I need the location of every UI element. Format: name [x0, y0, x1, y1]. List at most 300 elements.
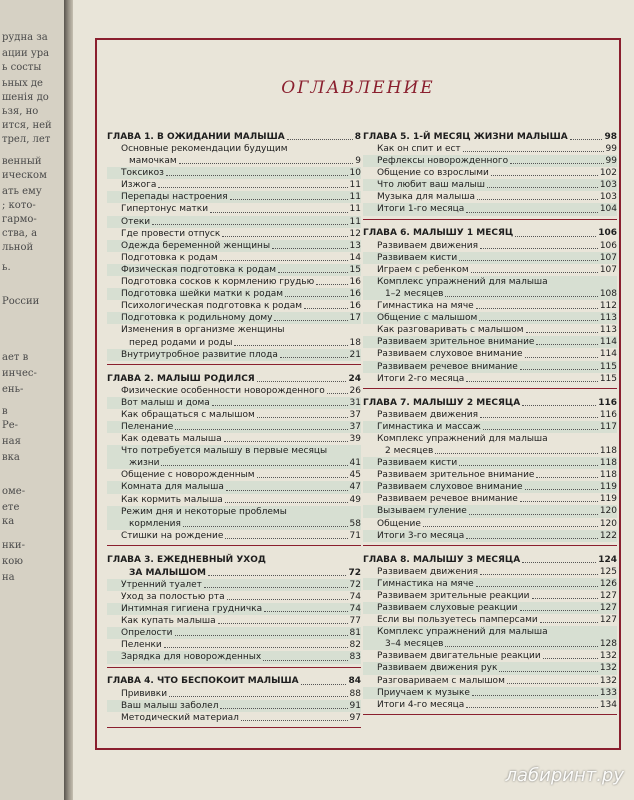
- page-number: 116: [599, 409, 617, 420]
- dot-leader: [476, 586, 598, 587]
- toc-entry: [363, 590, 617, 602]
- entry-title: ГЛАВА 7. МАЛЫШУ 2 МЕСЯЦА: [363, 397, 521, 408]
- page-number: 124: [598, 554, 617, 565]
- toc-entry: [107, 240, 361, 252]
- entry-title: Как одевать малыша: [121, 434, 222, 445]
- entry-title: Развиваем движения: [377, 240, 479, 251]
- entry-title: Вызываем гуление: [377, 506, 467, 517]
- left-page-text-fragment: рудна за: [2, 32, 48, 43]
- dot-leader: [285, 296, 347, 297]
- left-page-text-fragment: ическом: [2, 170, 47, 181]
- page-number: 71: [349, 530, 361, 541]
- toc-entry: [363, 276, 617, 288]
- chapter-block: [107, 130, 361, 365]
- dot-leader: [520, 610, 598, 611]
- entry-title: Развиваем кисти: [377, 252, 458, 263]
- page-number: 120: [599, 518, 617, 529]
- page-number: 45: [349, 470, 361, 481]
- toc-entry: [107, 228, 361, 240]
- left-page-text-fragment: ьных де: [2, 78, 43, 89]
- chapter-heading: [107, 130, 361, 143]
- dot-leader: [472, 695, 598, 696]
- toc-entry: [363, 675, 617, 687]
- page-number: 115: [599, 373, 617, 384]
- entry-title: ГЛАВА 5. 1-Й МЕСЯЦ ЖИЗНИ МАЛЫША: [363, 131, 568, 142]
- entry-title: Комплекс упражнений для малыша: [377, 433, 548, 444]
- page-number: 9: [355, 156, 361, 167]
- entry-title: ГЛАВА 3. ЕЖЕДНЕВНЫЙ УХОД: [107, 554, 266, 565]
- dot-leader: [445, 296, 597, 297]
- entry-title: Развиваем движения: [377, 409, 479, 420]
- page-number: 108: [599, 288, 617, 299]
- left-page-text-fragment: ь.: [2, 262, 11, 273]
- entry-title: 1–2 месяцев: [385, 288, 444, 299]
- entry-title: Изжога: [121, 180, 157, 191]
- dot-leader: [510, 163, 603, 164]
- entry-title: Развиваем двигательные реакции: [377, 651, 541, 662]
- left-page-text-fragment: ; кото-: [2, 200, 36, 211]
- page-number: 127: [599, 590, 617, 601]
- entry-title: ГЛАВА 6. МАЛЫШУ 1 МЕСЯЦ: [363, 228, 514, 239]
- toc-entry: [107, 615, 361, 627]
- page-number: 107: [599, 252, 617, 263]
- page-number: 21: [349, 349, 361, 360]
- page-number: 117: [599, 421, 617, 432]
- entry-title: Стишки на рождение: [121, 530, 224, 541]
- toc-entry: [363, 179, 617, 191]
- dot-leader: [264, 611, 347, 612]
- entry-title: ГЛАВА 8. МАЛЫШУ 3 МЕСЯЦА: [363, 554, 521, 565]
- page-number: 10: [349, 168, 361, 179]
- left-page-text-fragment: ает в: [2, 352, 29, 363]
- dot-leader: [469, 514, 598, 515]
- page-number: 127: [599, 603, 617, 613]
- toc-column-left: [107, 130, 361, 732]
- entry-title: Изменения в организме женщины: [121, 325, 285, 336]
- toc-entry: [363, 614, 617, 626]
- dot-leader: [480, 574, 598, 575]
- page-number: 133: [599, 687, 617, 698]
- page-number: 116: [598, 397, 617, 408]
- toc-entry: [107, 385, 361, 397]
- dot-leader: [208, 575, 347, 576]
- chapter-heading: [107, 566, 361, 579]
- left-page-text-fragment: на: [2, 572, 15, 583]
- chapter-block: [107, 369, 361, 546]
- dot-leader: [471, 272, 598, 273]
- dot-leader: [536, 477, 597, 478]
- left-page-text-fragment: венный: [2, 156, 42, 167]
- left-page-text-fragment: в: [2, 406, 8, 417]
- dot-leader: [222, 236, 347, 237]
- page-number: 13: [349, 240, 361, 251]
- dot-leader: [183, 526, 348, 527]
- toc-column-right: [363, 130, 617, 719]
- dot-leader: [327, 393, 348, 394]
- chapter-block: [363, 393, 617, 546]
- entry-title: Пеленание: [121, 421, 174, 432]
- toc-entry: [107, 397, 361, 409]
- entry-title: Музыка для малыша: [377, 192, 475, 203]
- toc-entry: [363, 602, 617, 614]
- entry-title: Подготовка шейки матки к родам: [121, 289, 284, 300]
- toc-entry: [107, 688, 361, 700]
- toc-entry: [107, 469, 361, 481]
- entry-title: Опрелости: [121, 628, 173, 639]
- left-page-text-fragment: ства, а: [2, 228, 38, 239]
- dot-leader: [230, 199, 348, 200]
- left-page-text-fragment: ень-: [2, 384, 24, 395]
- toc-entry: [107, 481, 361, 493]
- toc-entry: [363, 433, 617, 445]
- toc-entry: [363, 312, 617, 324]
- entry-title: 2 месяцев: [385, 445, 434, 456]
- page-number: 119: [599, 482, 617, 493]
- entry-title: Что любит ваш малыш: [377, 180, 485, 191]
- entry-title: Развиваем речевое внимание: [377, 361, 518, 372]
- dot-leader: [234, 345, 347, 346]
- dot-leader: [220, 260, 348, 261]
- toc-entry: [363, 191, 617, 203]
- dot-leader: [304, 308, 348, 309]
- dot-leader: [212, 405, 348, 406]
- dot-leader: [272, 248, 348, 249]
- page-number: 88: [349, 688, 361, 699]
- dot-leader: [241, 720, 348, 721]
- toc-entry: [107, 300, 361, 312]
- page-number: 11: [349, 204, 361, 215]
- dot-leader: [274, 320, 347, 321]
- dot-leader: [466, 538, 597, 539]
- toc-entry: [363, 566, 617, 578]
- page-number: 47: [349, 482, 361, 493]
- dot-leader: [152, 224, 347, 225]
- toc-entry: [107, 591, 361, 603]
- chapter-block: [107, 672, 361, 728]
- dot-leader: [225, 502, 348, 503]
- toc-entry: [363, 409, 617, 421]
- dot-leader: [257, 417, 348, 418]
- entry-title: Отеки: [121, 216, 151, 227]
- page-number: 11: [349, 180, 361, 191]
- left-page-text-fragment: России: [2, 296, 40, 307]
- page-number: 72: [349, 579, 361, 590]
- page-number: 41: [349, 458, 361, 469]
- left-page-text-fragment: оме-: [2, 486, 26, 497]
- toc-entry: [107, 627, 361, 639]
- toc-entry: [107, 421, 361, 433]
- dot-leader: [220, 708, 347, 709]
- toc-entry: [363, 143, 617, 155]
- entry-title: Итоги 2-го месяца: [377, 373, 465, 384]
- left-page-text-fragment: льной: [2, 242, 34, 253]
- page-number: 72: [348, 567, 361, 578]
- page-number: 114: [599, 337, 617, 348]
- toc-entry: [107, 312, 361, 324]
- toc-entry: [107, 167, 361, 179]
- page-number: 104: [599, 204, 617, 215]
- toc-entry: [107, 288, 361, 300]
- toc-entry: [107, 179, 361, 191]
- chapter-block: [363, 550, 617, 715]
- page-number: 16: [349, 289, 361, 300]
- dot-leader: [466, 707, 597, 708]
- page-number: 37: [349, 409, 361, 420]
- entry-title: Разговариваем с малышом: [377, 675, 505, 686]
- page-number: 16: [349, 301, 361, 312]
- toc-entry: [363, 457, 617, 469]
- dot-leader: [158, 187, 347, 188]
- dot-leader: [226, 490, 348, 491]
- toc-entry: [363, 578, 617, 590]
- page-number: 112: [599, 301, 617, 312]
- page-number: 134: [599, 699, 617, 710]
- dot-leader: [477, 199, 598, 200]
- dot-leader: [175, 429, 347, 430]
- entry-title: Гимнастика и массаж: [377, 421, 481, 432]
- page-number: 91: [349, 700, 361, 711]
- dot-leader: [263, 660, 347, 661]
- entry-title: Как он спит и ест: [377, 144, 461, 154]
- left-page-text-fragment: ьзя, но: [2, 106, 39, 117]
- page-number: 103: [599, 192, 617, 203]
- left-page-text-fragment: Ре-: [2, 420, 19, 431]
- page-number: 115: [599, 361, 617, 372]
- page-number: 106: [598, 228, 617, 239]
- dot-leader: [224, 441, 348, 442]
- entry-title: Итоги 3-го месяца: [377, 530, 465, 541]
- page-number: 83: [349, 652, 361, 663]
- entry-title: Внутриутробное развитие плода: [121, 349, 278, 360]
- entry-title: Прививки: [121, 688, 168, 699]
- entry-title: Играем с ребенком: [377, 264, 469, 275]
- chapter-heading: [107, 675, 361, 688]
- page-number: 102: [599, 168, 617, 179]
- dot-leader: [459, 260, 598, 261]
- toc-entry: [363, 361, 617, 373]
- toc-entry: [107, 433, 361, 445]
- page-number: 98: [604, 131, 617, 142]
- toc-entry: [107, 506, 361, 518]
- dot-leader: [179, 163, 354, 164]
- toc-entry: [363, 481, 617, 493]
- chapter-heading: [363, 396, 617, 409]
- dot-leader: [204, 587, 348, 588]
- page-number: 74: [349, 604, 361, 615]
- toc-entry: [107, 579, 361, 591]
- dot-leader: [316, 284, 347, 285]
- entry-title: Развиваем зрительное внимание: [377, 470, 535, 481]
- entry-title: перед родами и роды: [129, 337, 233, 348]
- toc-entry: [363, 373, 617, 385]
- entry-title: Рефлексы новорожденного: [377, 156, 509, 167]
- entry-title: Как купать малыша: [121, 616, 216, 627]
- toc-entry: [107, 712, 361, 724]
- page-number: 74: [349, 592, 361, 602]
- left-page-text-fragment: ете: [2, 502, 20, 513]
- page-number: 128: [599, 639, 617, 650]
- left-page-text-fragment: гармо-: [2, 214, 37, 225]
- dot-leader: [161, 465, 347, 466]
- page-number: 113: [599, 313, 617, 324]
- entry-title: Методический материал: [121, 712, 239, 723]
- page-number: 58: [349, 518, 361, 529]
- page-number: 15: [349, 264, 361, 275]
- toc-entry: [363, 421, 617, 433]
- entry-title: 3–4 месяцев: [385, 639, 444, 650]
- entry-title: Развиваем слуховые реакции: [377, 603, 518, 613]
- chapter-block: [107, 550, 361, 668]
- page-number: 24: [348, 373, 361, 384]
- entry-title: Развиваем зрительное внимание: [377, 337, 535, 348]
- entry-title: Токсикоз: [121, 168, 164, 179]
- page-number: 17: [349, 313, 361, 324]
- entry-title: Ваш малыш заболел: [121, 700, 219, 711]
- entry-title: мамочкам: [129, 156, 177, 167]
- toc-frame: [95, 38, 621, 750]
- entry-title: Одежда беременной женщины: [121, 240, 271, 251]
- toc-entry: [107, 639, 361, 651]
- toc-entry: [363, 288, 617, 300]
- dot-leader: [570, 139, 603, 140]
- entry-title: Гипертонус матки: [121, 204, 209, 215]
- page-number: 114: [599, 349, 617, 360]
- dot-leader: [483, 429, 598, 430]
- dot-leader: [532, 598, 598, 599]
- toc-entry: [363, 445, 617, 457]
- page-number: 107: [599, 264, 617, 275]
- page-number: 16: [349, 277, 361, 288]
- page-number: 126: [599, 578, 617, 589]
- toc-entry: [363, 687, 617, 699]
- toc-entry: [107, 445, 361, 457]
- entry-title: Развиваем зрительные реакции: [377, 590, 530, 601]
- left-page-edge: [0, 0, 68, 800]
- dot-leader: [536, 344, 597, 345]
- dot-leader: [287, 139, 353, 140]
- dot-leader: [225, 538, 347, 539]
- toc-entry: [107, 337, 361, 349]
- dot-leader: [525, 357, 598, 358]
- dot-leader: [520, 369, 598, 370]
- toc-entry: [107, 530, 361, 542]
- page-number: 77: [349, 616, 361, 627]
- dot-leader: [480, 248, 598, 249]
- toc-entry: [107, 143, 361, 155]
- dot-leader: [520, 501, 598, 502]
- entry-title: Физическая подготовка к родам: [121, 264, 277, 275]
- entry-title: Развиваем движения рук: [377, 663, 498, 674]
- dot-leader: [526, 332, 598, 333]
- entry-title: Развиваем кисти: [377, 458, 458, 469]
- page-number: 14: [349, 252, 361, 263]
- toc-entry: [107, 216, 361, 228]
- chapter-block: [363, 130, 617, 220]
- entry-title: Перепады настроения: [121, 192, 228, 203]
- entry-title: Комплекс упражнений для малыша: [377, 276, 548, 287]
- entry-title: Итоги 4-го месяца: [377, 699, 465, 710]
- page-number: 99: [605, 144, 617, 154]
- toc-entry: [107, 276, 361, 288]
- page-number: 122: [599, 530, 617, 541]
- toc-entry: [107, 252, 361, 264]
- dot-leader: [166, 175, 348, 176]
- left-page-text-fragment: ится, ней: [2, 120, 52, 131]
- dot-leader: [540, 622, 598, 623]
- dot-leader: [515, 236, 596, 237]
- entry-title: Подготовка к родам: [121, 252, 218, 263]
- page-number: 18: [349, 337, 361, 348]
- left-page-text-fragment: шенія до: [2, 92, 49, 103]
- page-number: 84: [348, 676, 361, 687]
- entry-title: Интимная гигиена грудничка: [121, 604, 263, 615]
- dot-leader: [227, 599, 348, 600]
- page-number: 11: [349, 192, 361, 203]
- entry-title: Итоги 1-го месяца: [377, 204, 465, 215]
- dot-leader: [280, 357, 348, 358]
- toc-entry: [107, 651, 361, 663]
- entry-title: ЗА МАЛЫШОМ: [129, 567, 206, 578]
- page-number: 118: [599, 445, 617, 456]
- page-number: 113: [599, 325, 617, 336]
- page-number: 106: [599, 240, 617, 251]
- entry-title: Развиваем слуховое внимание: [377, 482, 523, 493]
- entry-title: Как разговаривать с малышом: [377, 325, 524, 336]
- page-number: 82: [349, 640, 361, 651]
- toc-entry: [363, 626, 617, 638]
- watermark-labirint: лабиринт.ру: [505, 765, 624, 786]
- page-number: 11: [349, 216, 361, 227]
- page-number: 118: [599, 458, 617, 469]
- entry-title: Приучаем к музыке: [377, 687, 470, 698]
- toc-entry: [363, 469, 617, 481]
- entry-title: Как обращаться с малышом: [121, 409, 255, 420]
- dot-leader: [210, 212, 347, 213]
- dot-leader: [491, 175, 598, 176]
- toc-entry: [363, 252, 617, 264]
- toc-entry: [363, 167, 617, 179]
- entry-title: Что потребуется малышу в первые месяцы: [121, 446, 328, 457]
- entry-title: кормления: [129, 518, 181, 529]
- toc-entry: [107, 203, 361, 215]
- page-number: 26: [349, 385, 361, 396]
- left-page-text-fragment: ать ему: [2, 186, 42, 197]
- entry-title: Общение с малышом: [377, 313, 478, 324]
- dot-leader: [487, 187, 598, 188]
- dot-leader: [301, 684, 347, 685]
- page-number: 132: [599, 651, 617, 662]
- page-number: 81: [349, 628, 361, 639]
- toc-entry: [107, 349, 361, 361]
- left-page-text-fragment: ная: [2, 436, 21, 447]
- dot-leader: [257, 477, 348, 478]
- entry-title: Подготовка сосков к кормлению грудью: [121, 277, 315, 288]
- left-page-text-fragment: ации ура: [2, 48, 50, 59]
- entry-title: Основные рекомендации будущим: [121, 144, 288, 154]
- toc-entry: [107, 700, 361, 712]
- entry-title: Общение со взрослыми: [377, 168, 489, 179]
- entry-title: Гимнастика на мяче: [377, 301, 474, 312]
- page-number: 49: [349, 494, 361, 505]
- toc-entry: [363, 662, 617, 674]
- toc-entry: [363, 155, 617, 167]
- dot-leader: [278, 272, 348, 273]
- dot-leader: [525, 489, 598, 490]
- chapter-heading: [363, 227, 617, 240]
- entry-title: Как кормить малыша: [121, 494, 223, 505]
- entry-title: ГЛАВА 4. ЧТО БЕСПОКОИТ МАЛЫША: [107, 676, 299, 687]
- toc-entry: [363, 300, 617, 312]
